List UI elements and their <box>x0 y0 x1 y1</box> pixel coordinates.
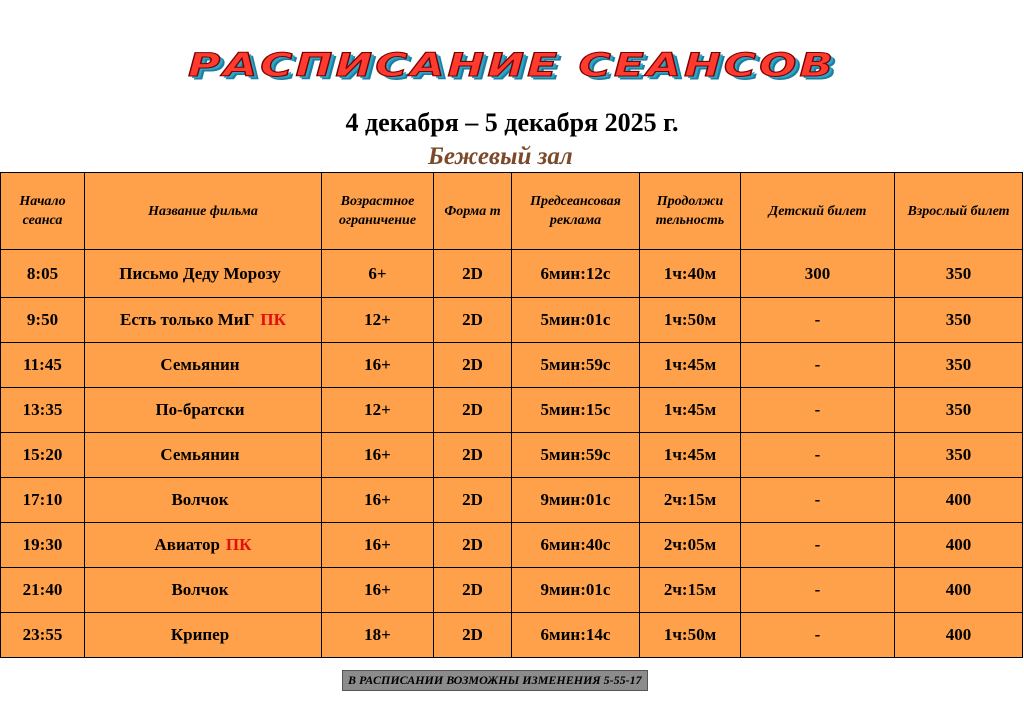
pk-badge: ПК <box>225 535 252 554</box>
cell-format: 2D <box>434 388 512 433</box>
header-row <box>1 173 1023 250</box>
cell-adv: 5мин:01с <box>512 298 640 343</box>
footer-notice: В РАСПИСАНИИ ВОЗМОЖНЫ ИЗМЕНЕНИЯ 5-55-17 <box>342 670 648 691</box>
cell-duration: 1ч:50м <box>640 298 741 343</box>
cell-child: - <box>741 433 895 478</box>
cell-age: 12+ <box>322 388 434 433</box>
cell-time: 23:55 <box>1 613 85 658</box>
cell-film <box>85 613 322 658</box>
table-row <box>1 250 1023 298</box>
cell-time: 17:10 <box>1 478 85 523</box>
header-start: Начало сеанса <box>1 173 85 250</box>
header-child: Детский билет <box>741 173 895 250</box>
film-title: По-братски <box>155 400 245 419</box>
cell-film <box>85 568 322 613</box>
film-title: Крипер <box>170 625 230 644</box>
cell-child: - <box>741 613 895 658</box>
cell-time: 15:20 <box>1 433 85 478</box>
cell-adult: 350 <box>895 298 1023 343</box>
cell-duration: 1ч:45м <box>640 388 741 433</box>
cell-adv: 9мин:01с <box>512 568 640 613</box>
cell-adult: 350 <box>895 388 1023 433</box>
table-row <box>1 433 1023 478</box>
cell-child: - <box>741 478 895 523</box>
cell-child: 300 <box>741 250 895 298</box>
film-title: Волчок <box>171 490 229 509</box>
table-row <box>1 298 1023 343</box>
cell-time: 9:50 <box>1 298 85 343</box>
header-format: Форма т <box>434 173 512 250</box>
cell-age: 16+ <box>322 478 434 523</box>
cell-format: 2D <box>434 613 512 658</box>
cell-adult: 350 <box>895 433 1023 478</box>
cell-film <box>85 343 322 388</box>
cell-film <box>85 523 322 568</box>
cell-adv: 6мин:40с <box>512 523 640 568</box>
cell-time: 8:05 <box>1 250 85 298</box>
header-film: Название фильма <box>85 173 322 250</box>
cell-adult: 400 <box>895 568 1023 613</box>
cell-age: 6+ <box>322 250 434 298</box>
page-title: РАСПИСАНИЕ СЕАНСОВ <box>187 47 837 84</box>
cell-child: - <box>741 343 895 388</box>
cell-film <box>85 388 322 433</box>
table-row <box>1 388 1023 433</box>
pk-badge: ПК <box>260 310 286 329</box>
cell-format: 2D <box>434 343 512 388</box>
cell-adult: 400 <box>895 613 1023 658</box>
cell-duration: 2ч:15м <box>640 478 741 523</box>
cell-format: 2D <box>434 433 512 478</box>
cell-age: 12+ <box>322 298 434 343</box>
cell-child: - <box>741 568 895 613</box>
cell-film <box>85 250 322 298</box>
table-row <box>1 523 1023 568</box>
header-age: Возрастное ограничение <box>322 173 434 250</box>
cell-format: 2D <box>434 478 512 523</box>
cell-age: 16+ <box>322 568 434 613</box>
title-container <box>0 40 1024 91</box>
hall-name: Бежевый зал <box>428 143 573 170</box>
cell-format: 2D <box>434 250 512 298</box>
cell-child: - <box>741 388 895 433</box>
cell-adv: 6мин:12с <box>512 250 640 298</box>
film-title: Есть только МиГ <box>120 310 255 329</box>
cell-adult: 350 <box>895 343 1023 388</box>
film-title: Семьянин <box>160 445 240 464</box>
cell-adult: 350 <box>895 250 1023 298</box>
cell-adult: 400 <box>895 523 1023 568</box>
table-row <box>1 478 1023 523</box>
film-title: Авиатор <box>154 535 220 554</box>
cell-adv: 5мин:59с <box>512 433 640 478</box>
cell-age: 18+ <box>322 613 434 658</box>
cell-duration: 2ч:15м <box>640 568 741 613</box>
cell-duration: 1ч:45м <box>640 343 741 388</box>
cell-film <box>85 433 322 478</box>
table-row <box>1 343 1023 388</box>
cell-film <box>85 478 322 523</box>
cell-adv: 9мин:01с <box>512 478 640 523</box>
cell-format: 2D <box>434 568 512 613</box>
schedule-table <box>0 172 1023 658</box>
cell-duration: 1ч:45м <box>640 433 741 478</box>
table-row <box>1 613 1023 658</box>
cell-age: 16+ <box>322 433 434 478</box>
cell-duration: 1ч:40м <box>640 250 741 298</box>
header-duration: Продолжи тельность <box>640 173 741 250</box>
cell-film <box>85 298 322 343</box>
cell-time: 21:40 <box>1 568 85 613</box>
cell-format: 2D <box>434 298 512 343</box>
cell-child: - <box>741 523 895 568</box>
cell-adv: 5мин:59с <box>512 343 640 388</box>
header-adult: Взрослый билет <box>895 173 1023 250</box>
date-range: 4 декабря – 5 декабря 2025 г. <box>345 108 679 137</box>
cell-adv: 5мин:15с <box>512 388 640 433</box>
cell-age: 16+ <box>322 343 434 388</box>
cell-time: 11:45 <box>1 343 85 388</box>
cell-duration: 2ч:05м <box>640 523 741 568</box>
film-title: Волчок <box>171 580 229 599</box>
cell-time: 19:30 <box>1 523 85 568</box>
cell-time: 13:35 <box>1 388 85 433</box>
cell-age: 16+ <box>322 523 434 568</box>
cell-adult: 400 <box>895 478 1023 523</box>
film-title: Семьянин <box>160 355 240 374</box>
film-title: Письмо Деду Морозу <box>119 263 281 283</box>
cell-child: - <box>741 298 895 343</box>
header-adv: Предсеансовая реклама <box>512 173 640 250</box>
cell-adv: 6мин:14с <box>512 613 640 658</box>
table-row <box>1 568 1023 613</box>
cell-duration: 1ч:50м <box>640 613 741 658</box>
cell-format: 2D <box>434 523 512 568</box>
